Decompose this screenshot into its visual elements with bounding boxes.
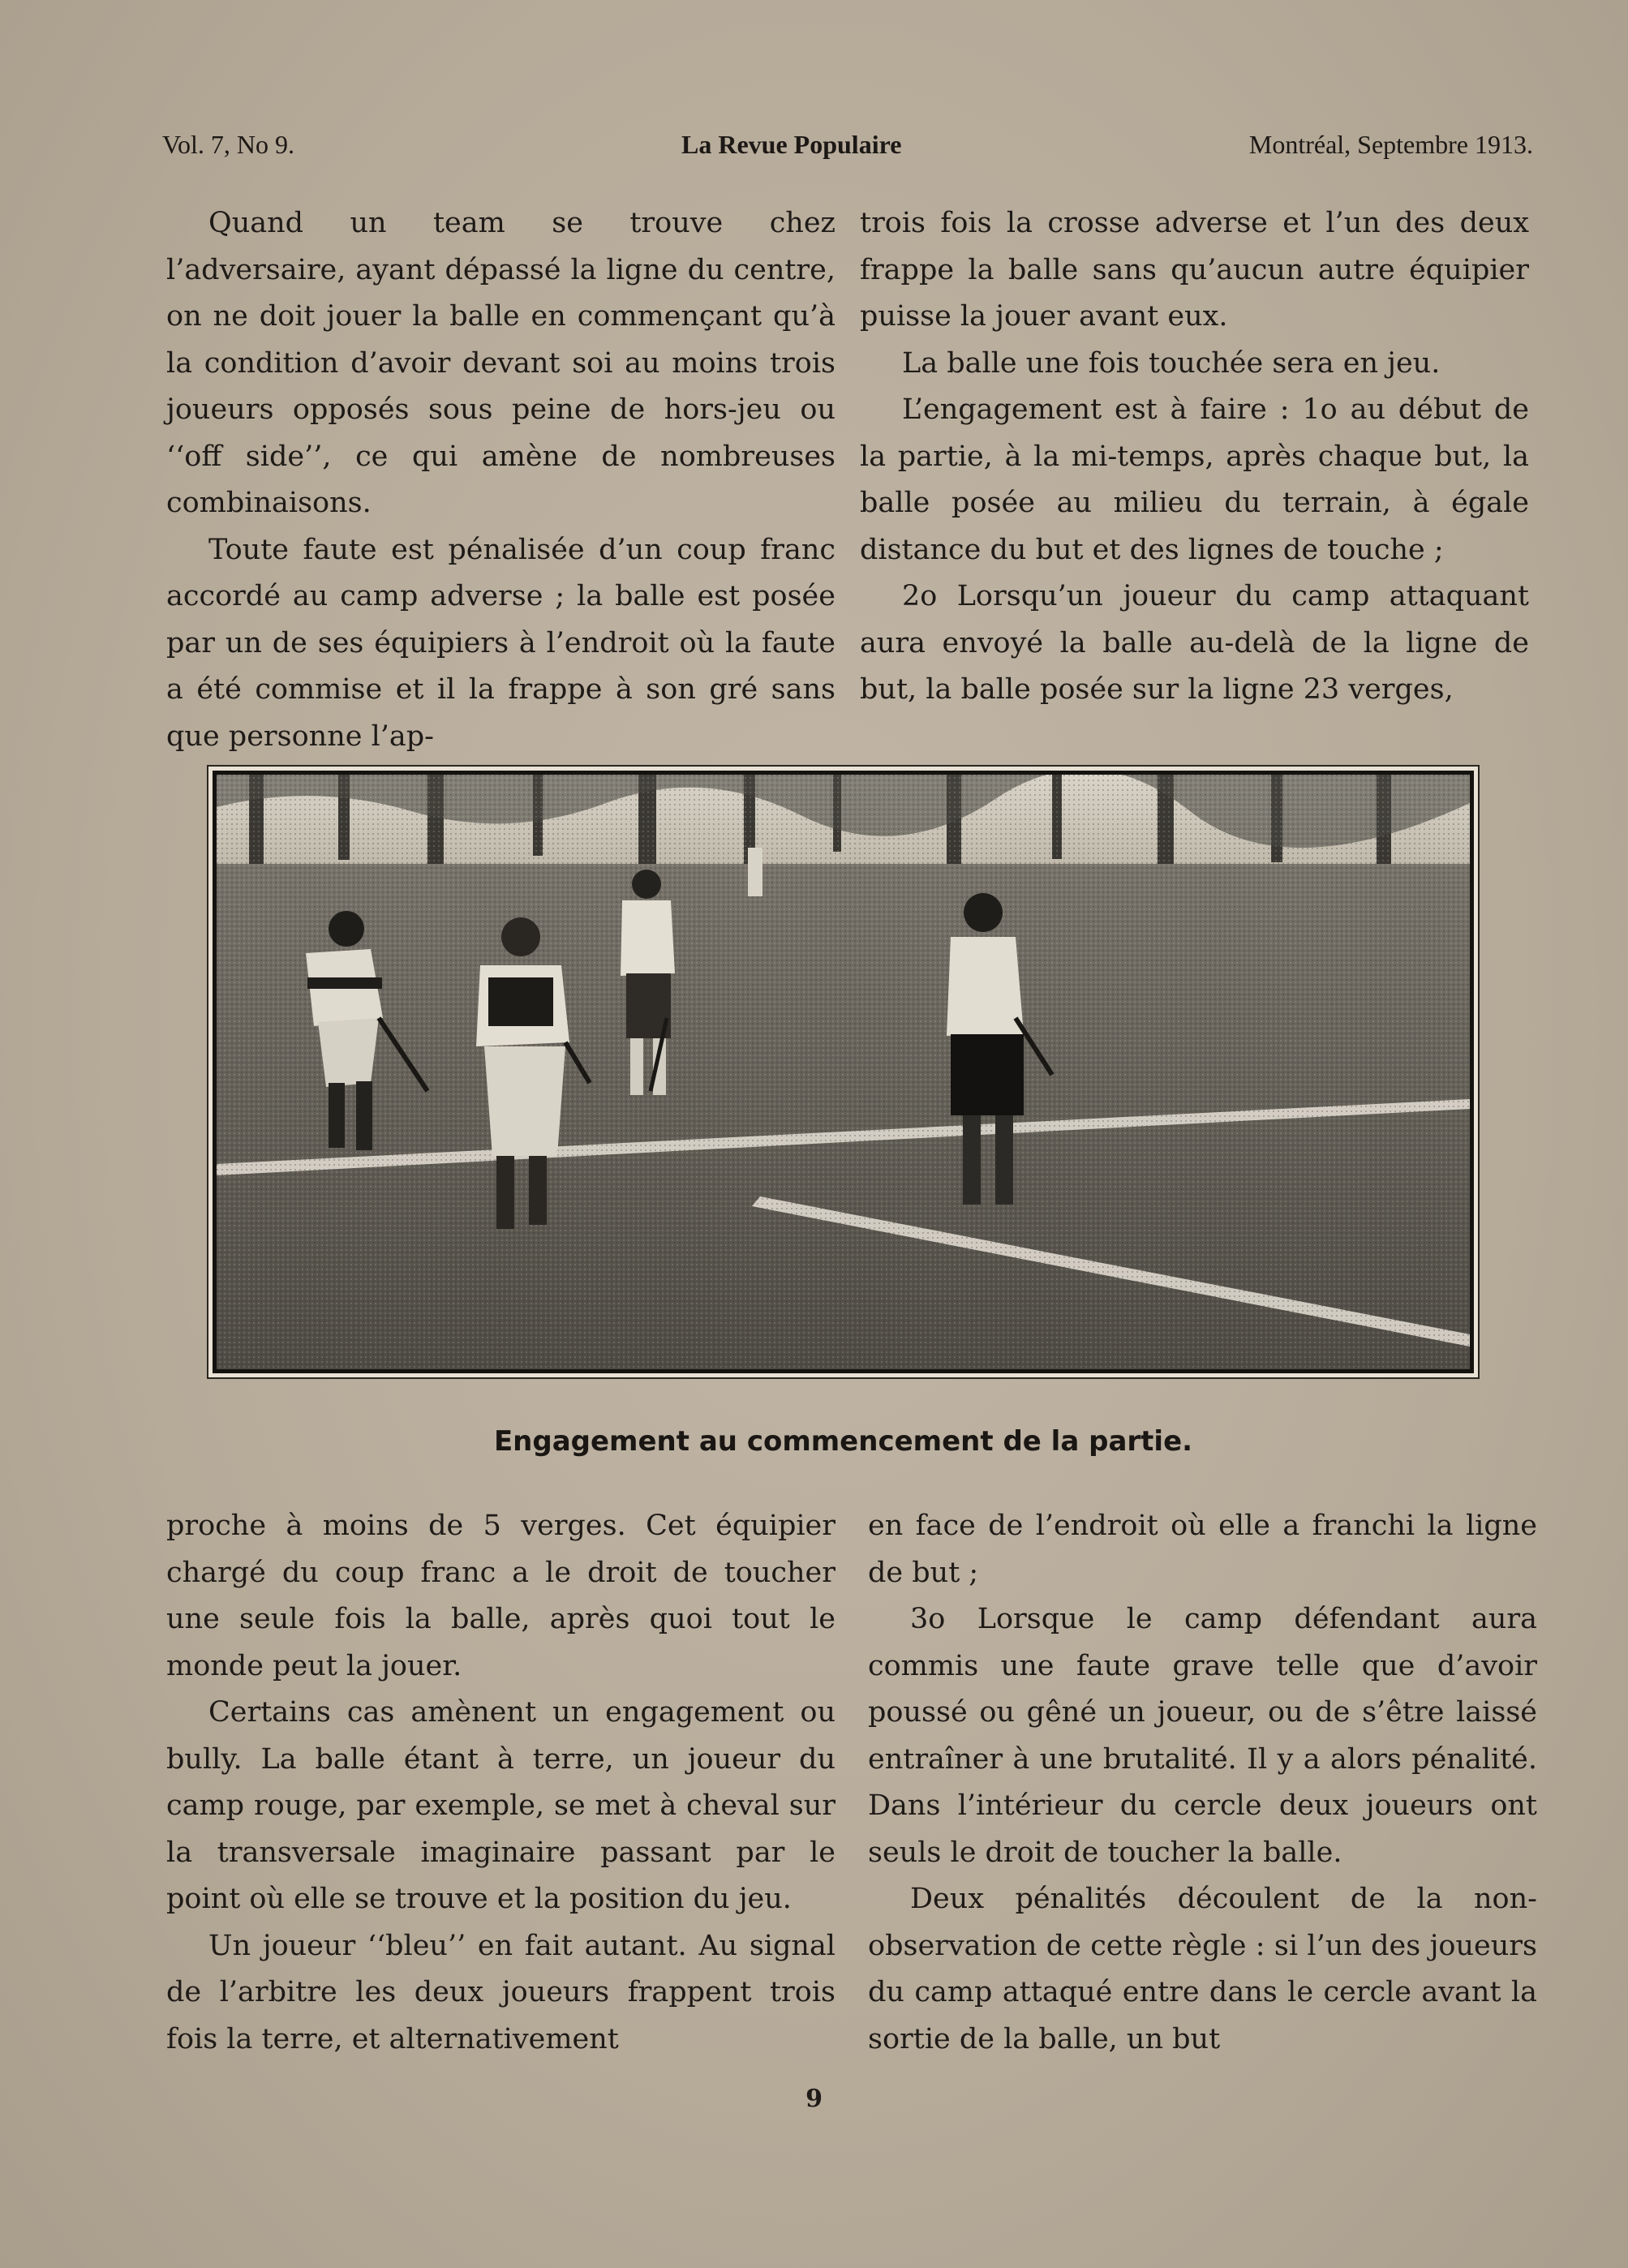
paragraph: proche à moins de 5 verges. Cet équipier chargé du coup franc a le droit de toucher une seule fois la balle, après quoi tout le monde peut la jouer. <box>166 1510 835 1682</box>
hockey-photograph <box>213 771 1474 1373</box>
paragraph: trois fois la crosse adverse et l’un des deux frappe la balle sans qu’aucun autre équipier puisse la jouer avant eux. <box>860 207 1529 333</box>
column-top-left <box>166 200 835 760</box>
column-top-right <box>860 200 1529 714</box>
paragraph: Deux pénalités découlent de la non-observation de cette règle : si l’un des joueurs du camp attaqué entre dans le cercle avant la sortie de la balle, un but <box>868 1883 1537 2055</box>
paragraph: La balle une fois touchée sera en jeu. <box>902 346 1441 380</box>
photo-illustration <box>217 775 1470 1369</box>
paragraph: Toute faute est pénalisée d’un coup franc accordé au camp adverse ; la balle est posée par un de ses équipiers à l’endroit où la faute a été commise et il la frappe à son gré sans que personne l’ap- <box>166 533 835 753</box>
paragraph: L’engagement est à faire : 1o au début de la partie, à la mi-temps, après chaque but, la balle posée au milieu du terrain, à égale distance du but et des lignes de touche ; <box>860 393 1529 566</box>
page-number: 9 <box>805 2085 823 2113</box>
running-header <box>162 130 1533 170</box>
paragraph: en face de l’endroit où elle a franchi la ligne de but ; <box>868 1510 1537 1589</box>
column-bottom-right <box>868 1503 1537 2063</box>
paragraph: Quand un team se trouve chez l’adversaire, ayant dépassé la ligne du centre, on ne doit jouer la balle en commençant qu’à la condition d’avoir devant soi au moins trois joueurs opposés sous peine de hors-jeu ou ‘‘off side’’, ce qui amène de nombreuses combinaisons. <box>166 207 835 519</box>
paragraph: 3o Lorsque le camp défendant aura commis une faute grave telle que d’avoir poussé ou gêné un joueur, ou de s’être laissé entraîner à une brutalité. Il y a alors pénalité. Dans l’intérieur du cercle deux joueurs ont seuls le droit de toucher la balle. <box>868 1603 1537 1869</box>
photo-caption: Engagement au commencement de la partie. <box>493 1425 1193 1458</box>
paragraph: Certains cas amènent un engagement ou bully. La balle étant à terre, un joueur du camp rouge, par exemple, se met à cheval sur la transversale imaginaire passant par le point où elle se trouve et la position du jeu. <box>166 1696 835 1915</box>
place-and-date: Montréal, Septembre 1913. <box>1248 130 1533 159</box>
paragraph: 2o Lorsqu’un joueur du camp attaquant aura envoyé la balle au-delà de la ligne de but, la balle posée sur la ligne 23 verges, <box>860 580 1529 706</box>
column-bottom-left <box>166 1503 835 2063</box>
paragraph: Un joueur ‘‘bleu’’ en fait autant. Au signal de l’arbitre les deux joueurs frappent trois fois la terre, et alternativement <box>166 1929 835 2055</box>
volume-number: Vol. 7, No 9. <box>162 130 294 159</box>
publication-title: La Revue Populaire <box>681 130 902 159</box>
